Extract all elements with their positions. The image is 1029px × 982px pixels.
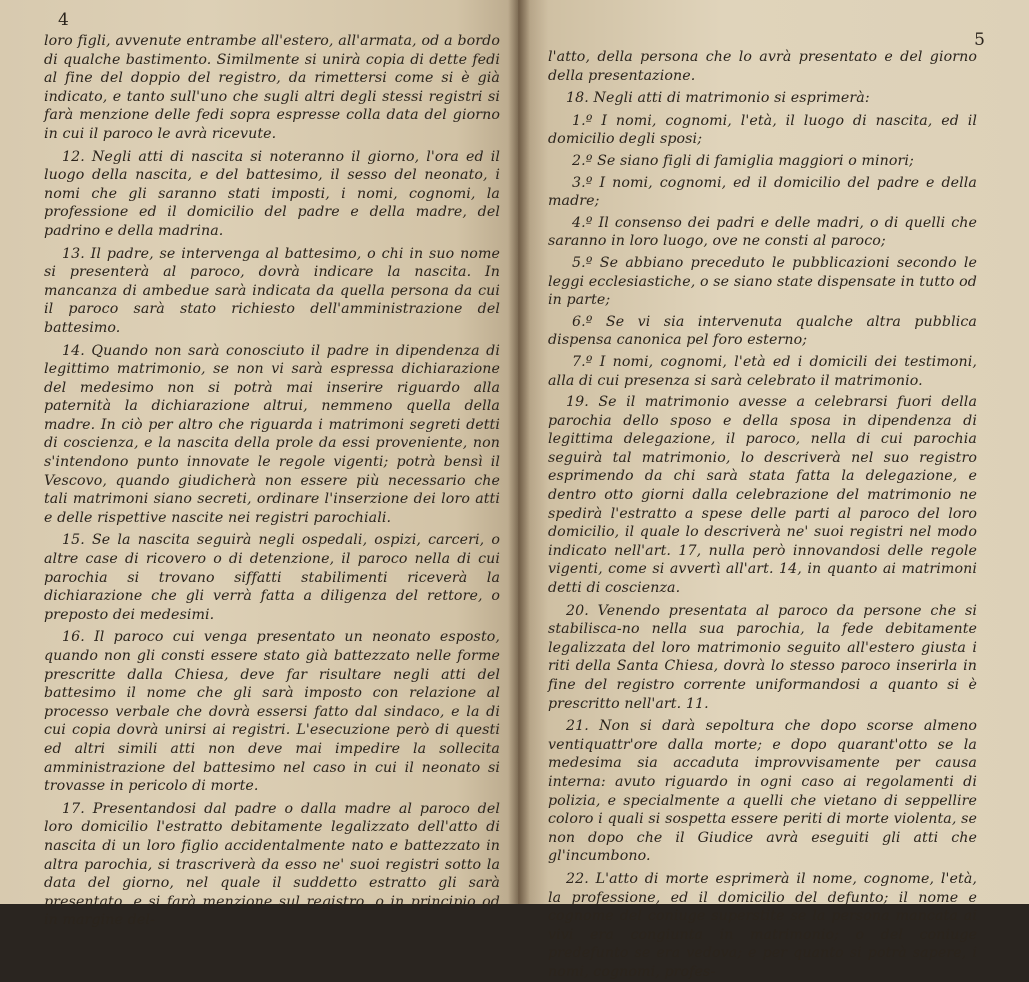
page-number-right: 5 bbox=[974, 30, 985, 50]
article-22: 22. L'atto di morte esprimerà il nome, cognome, l'età, la professione, ed il domicilio del defunto; il nome e cognome del coniuge superstite se la persona mancata ai vivi era congiunta in matrimonio; o del coniuge predefunto se era vedova; e per quanto si potrà sapere, i nomi, cognomi, profes- bbox=[548, 870, 977, 980]
article-18-item-1: 1.º I nomi, cognomi, l'età, il luogo di nascita, ed il domicilio degli sposi; bbox=[548, 112, 977, 148]
book-gutter bbox=[508, 0, 530, 904]
article-18-item-2: 2.º Se siano figli di famiglia maggiori o minori; bbox=[572, 152, 914, 169]
article-12: 12. Negli atti di nascita si noteranno il giorno, l'ora ed il luogo della nascita, e del battesimo, il sesso del neonato, i nomi che gli saranno stati imposti, i nomi, cognomi, la professione ed il domicilio del padre e della madre, del padrino e della madrina. bbox=[44, 148, 500, 239]
paragraph-continuation: loro figli, avvenute entrambe all'estero, all'armata, od a bordo di qualche bastimento. Similmente si unirà copia di dette fedi al fine del doppio del registro, da rimettersi come si è già indicato, e tanto sull'uno che sugli altri degli stessi registri si farà menzione delle fedi sopra espresse colla data del giorno in cui il paroco le avrà ricevute. bbox=[44, 33, 500, 142]
page-number-left: 4 bbox=[58, 10, 69, 30]
article-16: 16. Il paroco cui venga presentato un neonato esposto, quando non gli consti essere stato già battezzato nelle forme prescritte dalla Chiesa, deve far risultare negli atti del battesimo il nome che gli sarà imposto con relazione al processo verbale che dovrà essersi fatto dal sindaco, e la di cui copia dovrà unirsi ai registri. L'esecuzione però di questi ed altri simili atti non deve mai impedire la sollecita amministrazione del battesimo nel caso in cui il neonato si trovasse in pericolo di morte. bbox=[44, 629, 500, 795]
article-21: 21. Non si darà sepoltura che dopo scorse almeno ventiquattr'ore dalla morte; e dopo quarant'otto se la medesima sia accaduta improvvisamente per causa interna: avuto riguardo in ogni caso ai regolamenti di polizia, e specialmente a quelli che vietano di seppellire coloro i quali si sospetta essere periti di morte violenta, se non dopo che il Giudice avrà eseguiti gli atti che gl'incumbono. bbox=[548, 718, 977, 865]
article-17: 17. Presentandosi dal padre o dalla madre al paroco del loro domicilio l'estratto debitamente legalizzato dell'atto di nascita di un loro figlio accidentalmente nato e battezzato in altra parochia, si trascriverà da esso ne' suoi registri sotto la data del giorno, nel quale il suddetto estratto gli sarà presentato, e si farà menzione sul registro, o in principio od in margine del- bbox=[44, 800, 500, 929]
left-page-text bbox=[44, 32, 500, 930]
article-18-item-6: 6.º Se vi sia intervenuta qualche altra pubblica dispensa canonica pel foro esterno; bbox=[548, 313, 977, 349]
article-18-item-4: 4.º Il consenso dei padri e delle madri, o di quelli che saranno in loro luogo, ove ne consti al paroco; bbox=[548, 214, 977, 250]
left-page bbox=[0, 0, 518, 929]
paragraph-continuation: l'atto, della persona che lo avrà presentato e del giorno della presentazione. bbox=[548, 49, 977, 84]
article-13: 13. Il padre, se intervenga al battesimo, o chi in suo nome si presenterà al paroco, dovrà indicare la nascita. In mancanza di ambedue sarà indicata da quella persona da cui il paroco sarà stato richiesto dell'amministrazione del battesimo. bbox=[44, 245, 500, 336]
right-page-text bbox=[548, 48, 977, 982]
article-14: 14. Quando non sarà conosciuto il padre in dipendenza di legittimo matrimonio, se non vi sarà espressa dichiarazione del medesimo non si potrà mai inserire riguardo alla paternità la dichiarazione altrui, nemmeno quella della madre. In ciò per altro che riguarda i matrimoni segreti detti di coscienza, e la nascita della prole da essi proveniente, non s'intendono punto innovate le regole vigenti; potrà bensì il Vescovo, quando giudicherà non essere più necessario che tali matrimoni siano secreti, ordinare l'inserzione dei loro atti e delle rispettive nascite nei registri parochiali. bbox=[44, 342, 500, 526]
right-page bbox=[518, 0, 1029, 980]
article-20: 20. Venendo presentata al paroco da persone che si stabilisca-no nella sua parochia, la fede debitamente legalizzata del loro matrimonio seguito all'estero giusta i riti della Santa Chiesa, dovrà lo stesso paroco inserirla in fine del registro corrente uniformandosi a quanto si è prescritto nell'art. 11. bbox=[548, 602, 977, 712]
article-18-item-7: 7.º I nomi, cognomi, l'età ed i domicili dei testimoni, alla di cui presenza si sarà celebrato il matrimonio. bbox=[548, 353, 977, 389]
article-19: 19. Se il matrimonio avesse a celebrarsi fuori della parochia dello sposo e della sposa in dipendenza di legittima delegazione, il paroco, nella di cui parochia seguirà tal matrimonio, lo descriverà nel suo registro esprimendo da chi sarà stata fatta la delegazione, e dentro otto giorni dalla celebrazione del matrimonio ne spedirà l'estratto a spese delle parti al paroco del loro domicilio, il quale lo descriverà ne' suoi registri nel modo indicato nell'art. 17, nulla però innovandosi delle regole vigenti, come si avvertì all'art. 14, in quanto ai matrimoni detti di coscienza. bbox=[548, 394, 977, 597]
article-15: 15. Se la nascita seguirà negli ospedali, ospizi, carceri, o altre case di ricovero o di detenzione, il paroco nella di cui parochia si trovano siffatti stabilimenti riceverà la dichiarazione che gli verrà fatta a diligenza del rettore, o preposto dei medesimi. bbox=[44, 532, 500, 623]
article-18-item-5: 5.º Se abbiano preceduto le pubblicazioni secondo le leggi ecclesiastiche, o se siano state dispensate in tutto od in parte; bbox=[548, 254, 977, 309]
article-18-item-3: 3.º I nomi, cognomi, ed il domicilio del padre e della madre; bbox=[548, 174, 977, 210]
article-18: 18. Negli atti di matrimonio si esprimerà: bbox=[566, 90, 870, 107]
